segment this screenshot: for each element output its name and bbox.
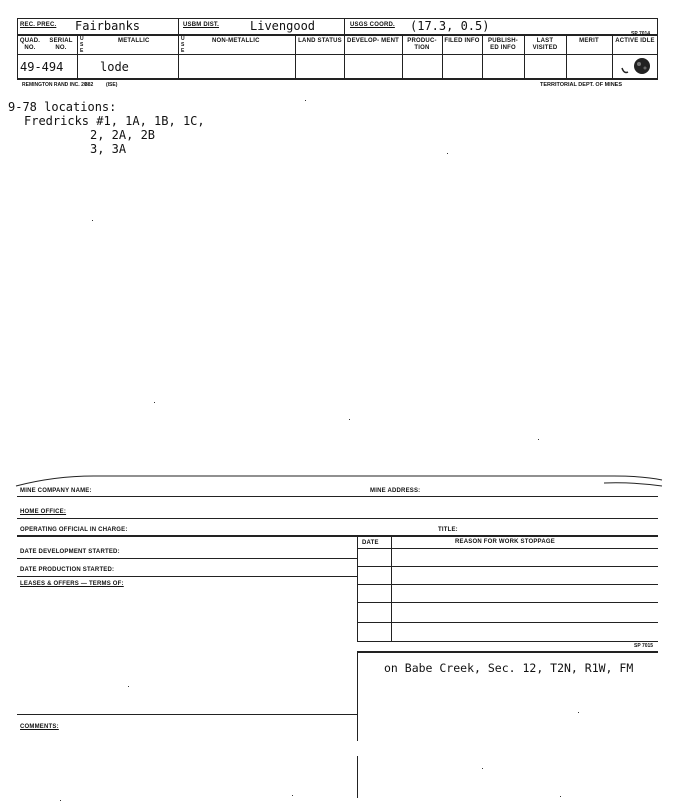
rec-prec-value: Fairbanks — [75, 19, 141, 33]
form-number-top: SP 7014 — [631, 31, 651, 37]
printer-code-1: 882 — [85, 82, 94, 88]
land-status-label: LAND STATUS — [298, 38, 342, 44]
date-development-started-label: DATE DEVELOPMENT STARTED: — [20, 549, 120, 555]
published-info-label: PUBLISH- ED INFO — [488, 38, 518, 51]
serial-no-label: SERIAL NO. — [49, 38, 73, 51]
rec-prec-label: REC. PREC. — [20, 22, 57, 28]
form-number-bottom: SP 7015 — [634, 643, 654, 649]
operating-official-label: OPERATING OFFICIAL IN CHARGE: — [20, 527, 128, 533]
date-production-started-label: DATE PRODUCTION STARTED: — [20, 567, 115, 573]
comments-label: COMMENTS: — [20, 724, 59, 730]
usbm-dist-label: USBM DIST. — [183, 22, 220, 28]
use-metallic-label: U S E — [80, 36, 84, 54]
form-top-curve — [14, 474, 664, 490]
development-label: DEVELOP- MENT — [347, 38, 399, 44]
home-office-label: HOME OFFICE: — [20, 509, 67, 515]
title-label: TITLE: — [438, 527, 458, 533]
merit-label: MERIT — [579, 38, 599, 44]
quad-no-label: QUAD. NO. — [19, 38, 41, 51]
department-label: TERRITORIAL DEPT. OF MINES — [540, 82, 622, 88]
mine-company-name-label: MINE COMPANY NAME: — [20, 488, 92, 494]
filed-info-label: FILED INFO — [444, 38, 480, 44]
usbm-dist-value: Livengood — [250, 19, 316, 33]
non-metallic-label: NON-METALLIC — [212, 38, 260, 44]
usgs-coord-label: USGS COORD. — [350, 22, 395, 28]
last-visited-label: LAST VISITED — [532, 38, 558, 51]
printer-code-2: (ISE) — [106, 82, 118, 88]
stamp-mark-icon — [618, 56, 654, 78]
production-label: PRODUC- TION — [407, 38, 437, 51]
mine-address-label: MINE ADDRESS: — [370, 488, 421, 494]
usgs-coord-value: (17.3, 0.5) — [410, 19, 490, 33]
active-idle-label: ACTIVE IDLE — [615, 38, 655, 44]
notes-line-4: 3, 3A — [90, 142, 127, 156]
metallic-value: lode — [100, 60, 129, 74]
notes-line-2: Fredricks #1, 1A, 1B, 1C, — [24, 114, 205, 128]
use-nonmetallic-label: U S E — [181, 36, 185, 54]
metallic-label: METALLIC — [118, 38, 150, 44]
leases-offers-label: LEASES & OFFERS — TERMS OF: — [20, 581, 124, 587]
notes-line-3: 2, 2A, 2B — [90, 128, 156, 142]
reason-column-header: REASON FOR WORK STOPPAGE — [455, 539, 555, 545]
quad-serial-value: 49-494 — [20, 60, 64, 74]
location-note: on Babe Creek, Sec. 12, T2N, R1W, FM — [384, 661, 634, 675]
notes-line-1: 9-78 locations: — [8, 100, 117, 114]
date-column-header: DATE — [362, 540, 379, 546]
printer-note: REMINGTON RAND INC. 20 — [22, 82, 87, 88]
